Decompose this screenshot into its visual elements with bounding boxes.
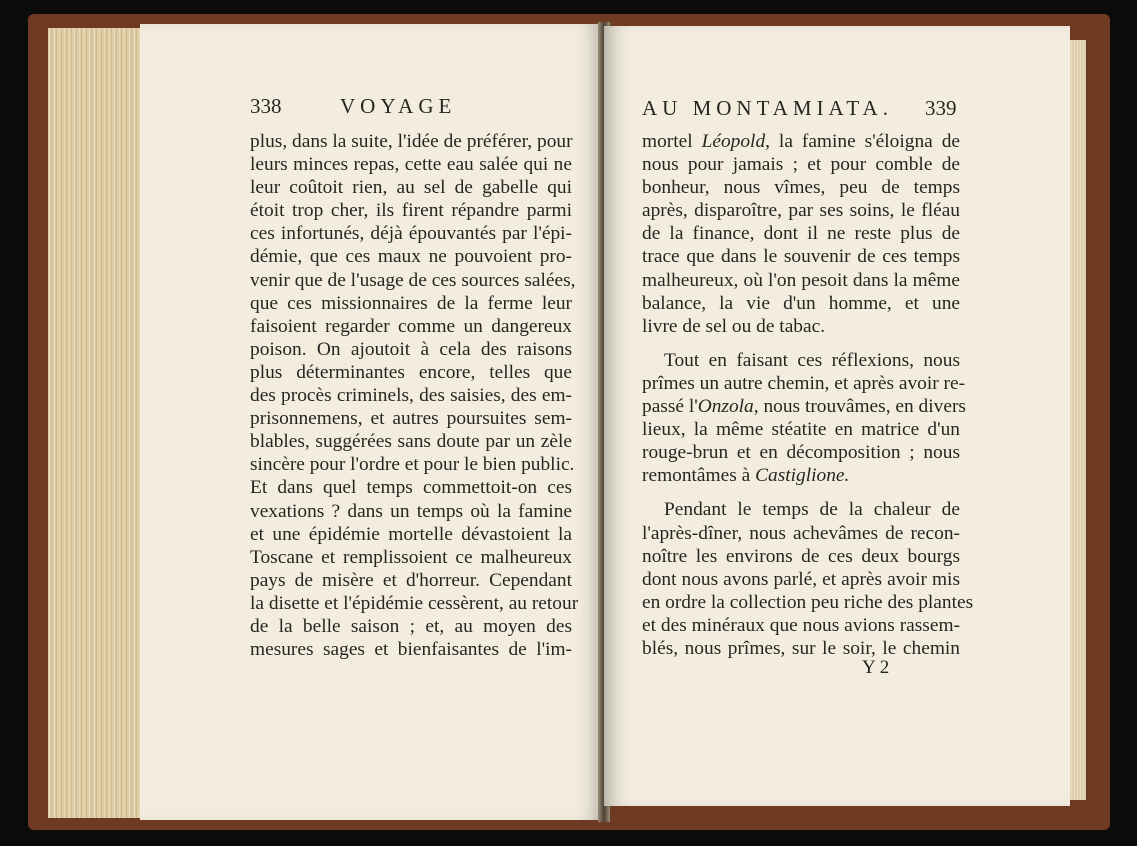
- text-line: et une épidémie mortelle dévastoient la: [250, 523, 572, 545]
- text-line: rouge-brun et en décomposition ; nous: [642, 442, 960, 464]
- signature-mark: Y 2: [862, 657, 890, 678]
- name-castiglione: Castiglione.: [755, 465, 850, 487]
- text-line: nous pour jamais ; et pour comble de: [642, 154, 960, 176]
- text-line: sincère pour l'ordre et pour le bien public.: [250, 454, 575, 476]
- text-line: que ces missionnaires de la ferme leur: [250, 292, 572, 314]
- paragraph-gap: [642, 487, 960, 498]
- text-line: dont nous avons parlé, et après avoir mis: [642, 568, 960, 590]
- text-line: trace que dans le souvenir de ces temps: [642, 246, 960, 268]
- text-line: leurs minces repas, cette eau salée qui ne: [250, 154, 572, 176]
- right-page-text: [642, 130, 974, 660]
- text-line: livre de sel ou de tabac.: [642, 315, 826, 337]
- text-line: plus, dans la suite, l'idée de préférer, pour: [250, 131, 573, 152]
- left-page-text: [250, 130, 579, 661]
- text-line: Pendant le temps de la chaleur de: [664, 499, 960, 521]
- text-line: démie, que ces maux ne pouvoient pro-: [250, 246, 572, 268]
- paragraph-gap: [642, 338, 960, 349]
- text-line: des procès criminels, des saisies, des em-: [250, 385, 572, 407]
- right-running-head: AU MONTAMIATA.: [642, 96, 893, 120]
- text-line: Tout en faisant ces réflexions, nous: [664, 349, 960, 371]
- text-line: faisoient regarder comme un dangereux: [250, 315, 572, 337]
- text-line: blables, suggérées sans doute par un zèle: [250, 431, 572, 453]
- text-line: bonheur, nous vîmes, peu de temps: [642, 177, 960, 199]
- text-line: malheureux, où l'on pesoit dans la même: [642, 269, 960, 291]
- text-line: après, disparoître, par ses soins, le fléau: [642, 200, 960, 222]
- text-line: passé l'Onzola, nous trouvâmes, en divers: [642, 396, 966, 418]
- text-line: lieux, la même stéatite en matrice d'un: [642, 419, 960, 441]
- left-page: [140, 24, 602, 820]
- text-line: de la finance, dont il ne reste plus de: [642, 223, 960, 245]
- text-line: mortel Léopold, la famine s'éloigna de: [642, 131, 960, 152]
- right-page: [604, 26, 1070, 806]
- text-line: Toscane et remplissoient ce malheureux: [250, 546, 572, 568]
- text-line: leur coûtoit rien, au sel de gabelle qui: [250, 177, 572, 199]
- right-page-header: [642, 96, 972, 126]
- text-line: Et dans quel temps commettoit-on ces: [250, 477, 572, 499]
- text-line: blés, nous prîmes, sur le soir, le chemin: [642, 637, 960, 659]
- text-line: prîmes un autre chemin, et après avoir re-: [642, 372, 966, 394]
- name-onzola: Onzola: [697, 396, 754, 418]
- text-line: de la belle saison ; et, au moyen des: [250, 615, 572, 637]
- left-page-number: 338: [250, 94, 282, 118]
- right-page-number: 339: [925, 96, 957, 120]
- left-running-head: VOYAGE: [340, 94, 457, 118]
- text-line: étoit trop cher, ils firent répandre parmi: [250, 200, 572, 222]
- text-line: prisonnemens, et autres poursuites sem-: [250, 408, 572, 430]
- text-line: et des minéraux que nous avions rassem-: [642, 614, 960, 636]
- name-leopold: Léopold: [701, 131, 766, 152]
- text-line: plus déterminantes encore, telles que: [250, 361, 572, 383]
- text-line: noître les environs de ces deux bourgs: [642, 545, 960, 567]
- page-edges-left: [48, 28, 144, 818]
- page-edges-right: [1070, 40, 1086, 800]
- text-line: remontâmes à Castiglione.: [642, 465, 850, 487]
- text-line: mesures sages et bienfaisantes de l'im-: [250, 639, 572, 661]
- text-line: en ordre la collection peu riche des plantes: [642, 591, 974, 613]
- left-page-header: [250, 94, 570, 124]
- text-line: pays de misère et d'horreur. Cependant: [250, 569, 572, 591]
- text-line: la disette et l'épidémie cessèrent, au retour: [250, 592, 579, 614]
- text-line: venir que de l'usage de ces sources salées,: [250, 269, 576, 291]
- text-line: l'après-dîner, nous achevâmes de recon-: [642, 522, 960, 544]
- text-line: ces infortunés, déjà épouvantés par l'épi-: [250, 223, 572, 245]
- text-line: balance, la vie d'un homme, et une: [642, 292, 960, 314]
- text-line: vexations ? dans un temps où la famine: [250, 500, 572, 522]
- text-line: poison. On ajoutoit à cela des raisons: [250, 338, 572, 360]
